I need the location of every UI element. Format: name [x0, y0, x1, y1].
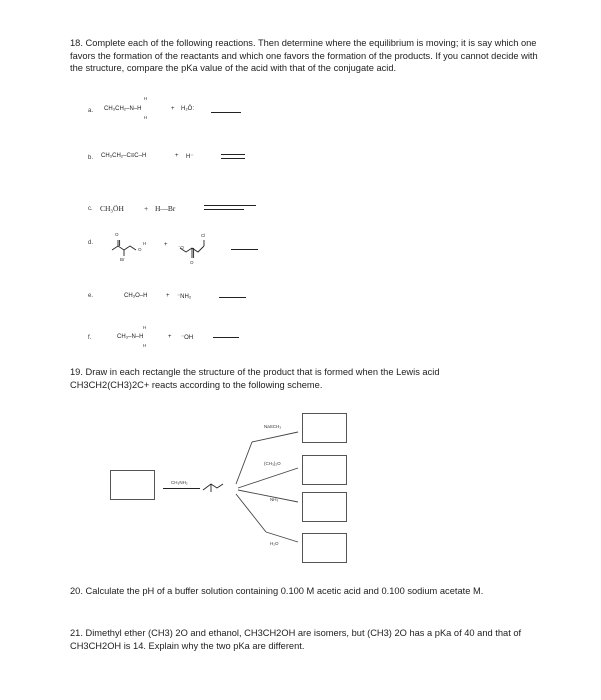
left-reagent-label: CH₃NH₂ — [171, 480, 188, 485]
reaction-b-reagent: H⁻ — [186, 154, 194, 160]
reaction-c-plus: + — [144, 204, 149, 213]
question-21-text: 21. Dimethyl ether (CH3) 2O and ethanol, CH3CH2OH are isomers, but (CH3) 2O has a pKa of 40 and that of CH3CH2OH is 14. Explain why the two pKa are different. — [70, 628, 522, 651]
reaction-a-arrow — [211, 112, 241, 113]
reaction-e-arrow — [219, 297, 246, 298]
product-box-h2o[interactable] — [302, 533, 347, 563]
reaction-a-reagent: H₂Ö: — [181, 106, 194, 112]
reagent-ch3-2o-label: (CH₃)₂O — [264, 461, 281, 466]
reaction-f-h-bottom: H — [143, 343, 147, 348]
reaction-d-hydroxyl-h: H — [143, 241, 147, 246]
reaction-f-h-top: H — [143, 325, 147, 330]
reaction-a-plus: + — [171, 106, 175, 112]
left-reaction-arrow — [163, 488, 200, 489]
reaction-c-reagent: H—Br — [155, 204, 176, 213]
reaction-a-h-bottom: H — [144, 115, 148, 120]
reaction-f-reactant: CH₃–N–H — [117, 334, 144, 340]
reaction-e-label: e. — [88, 293, 94, 299]
reaction-d-arrow — [231, 249, 258, 250]
reaction-f-label: f. — [88, 335, 92, 341]
reaction-a-reactant: CH₃CH₂–N–H — [104, 106, 142, 112]
reaction-e-reagent: ⁻NH₂ — [177, 294, 192, 300]
reaction-e-plus: + — [166, 293, 170, 299]
reaction-d-hydroxyl-o: O — [138, 247, 142, 252]
reaction-b-reactant: CH₃CH₂–C≡C–H — [101, 153, 147, 159]
reaction-d-chlorine: Cl — [201, 233, 206, 238]
reaction-f-arrow — [213, 337, 239, 338]
reaction-f-reagent: ⁻OH — [181, 335, 194, 341]
question-18-text: 18. Complete each of the following reactions. Then determine where the equilibrium is moving; it is say which one favors the formation of the reactants and which one favors the formation of the products. If you cannot decide with the structure, compare the pKa value of the acid with that of the conjugate acid. — [70, 38, 538, 74]
reaction-c-label: c. — [88, 206, 93, 212]
reaction-a-h-top: H — [144, 96, 148, 101]
reaction-b-plus: + — [175, 153, 179, 159]
reaction-d-o-minus: ⁻O — [178, 245, 184, 250]
reaction-d-carbonyl-oxygen: O — [115, 232, 119, 237]
reaction-d-label: d. — [88, 240, 94, 246]
reaction-d-plus: + — [164, 242, 168, 248]
product-box-nasch3[interactable] — [302, 413, 347, 443]
scheme-branch-lines — [232, 420, 312, 550]
reagent-nasch3-label: NaSCH₃ — [264, 424, 282, 429]
reaction-f-plus: + — [168, 334, 172, 340]
question-20-text: 20. Calculate the pH of a buffer solution containing 0.100 M acetic acid and 0.100 sodium acetate M. — [70, 586, 484, 596]
reaction-d-o-bottom: O — [190, 260, 194, 265]
reaction-d-bromine: Br — [120, 257, 125, 262]
reaction-a-label: a. — [88, 108, 94, 114]
reaction-b-label: b. — [88, 155, 94, 161]
question-19-text: 19. Draw in each rectangle the structure of the product that is formed when the Lewis acid CH3CH2(CH3)2C+ reacts according to the following scheme. — [70, 367, 440, 390]
product-box-left[interactable] — [110, 470, 155, 500]
reagent-h2o-label: H₂O — [270, 541, 279, 546]
reaction-e-reactant: CH₃O–H — [124, 293, 148, 299]
product-box-ch3-2o[interactable] — [302, 455, 347, 485]
reaction-c-reactant: CH₃ÖH — [100, 204, 124, 213]
reagent-nh3-label: NH₃ — [270, 497, 279, 502]
product-box-nh3[interactable] — [302, 492, 347, 522]
